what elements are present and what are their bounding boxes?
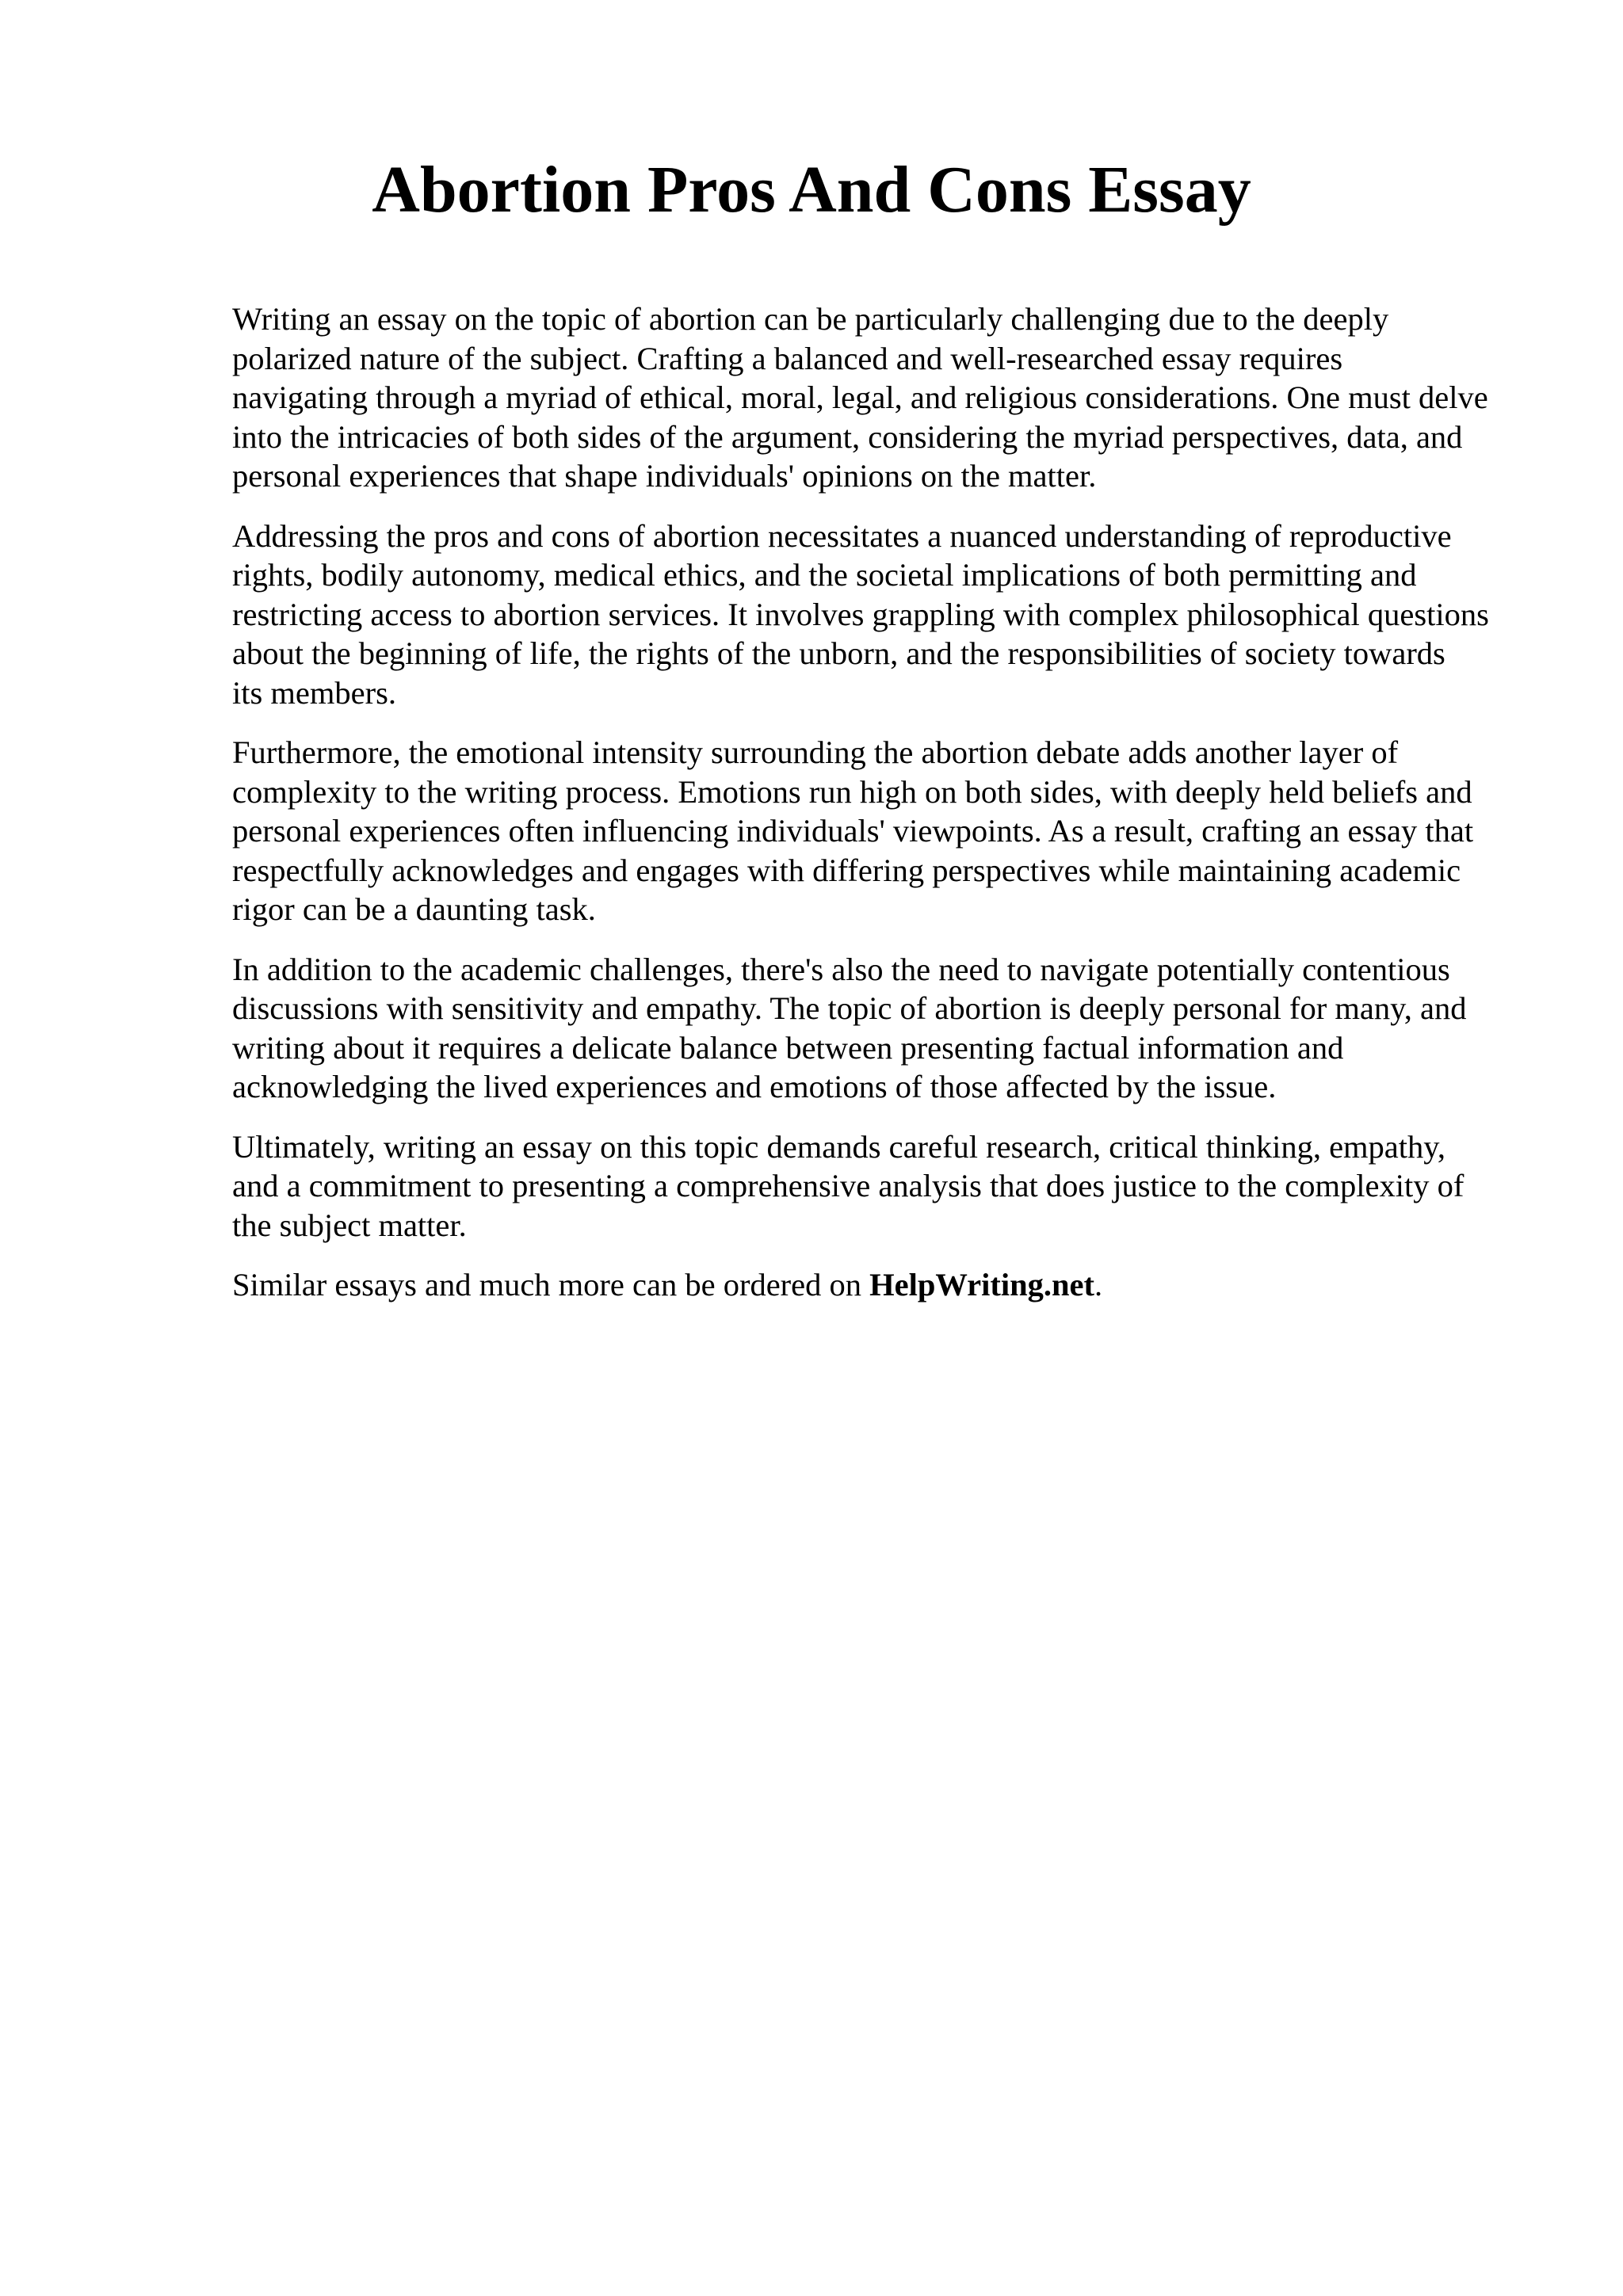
paragraph-1: Writing an essay on the topic of abortion can be particularly challenging due to the deeply polarized nature of the subject. Crafting a balanced and well-researched essay requires navigating through a myriad of ethical, moral, legal, and religious considerations. One must delve into the intricacies of both sides of the argument, considering the myriad perspectives, data, and personal experiences that shape individuals' opinions on the matter. <box>232 301 1488 494</box>
paragraph-2: Addressing the pros and cons of abortion necessitates a nuanced understanding of reproductive rights, bodily autonomy, medical ethics, and the societal implications of both permitting and restricting access to abortion services. It involves grappling with complex philosophical questions about the beginning of life, the rights of the unborn, and the responsibilities of society towards its members. <box>232 517 1489 711</box>
paragraph-4: In addition to the academic challenges, there's also the need to navigate potentially contentious discussions with sensitivity and empathy. The topic of abortion is deeply personal for many, and writing about it requires a delicate balance between presenting factual information and acknowledging the lived experiences and emotions of those affected by the issue. <box>232 951 1467 1104</box>
closing-prefix: Similar essays and much more can be ordered on <box>232 1267 870 1302</box>
essay-body <box>232 299 1532 1325</box>
closing-suffix: . <box>1094 1267 1103 1302</box>
closing-line <box>232 1265 1532 1305</box>
brand-link[interactable]: HelpWriting.net <box>869 1267 1095 1302</box>
paragraph-3: Furthermore, the emotional intensity surrounding the abortion debate adds another layer of complexity to the writing process. Emotions run high on both sides, with deeply held beliefs and personal experiences often influencing individuals' viewpoints. As a result, crafting an essay that respectfully acknowledges and engages with differing perspectives while maintaining academic rigor can be a daunting task. <box>232 734 1474 927</box>
page-title: Abortion Pros And Cons Essay <box>372 153 1251 227</box>
paragraph-5: Ultimately, writing an essay on this topic demands careful research, critical thinking, empathy, and a commitment to presenting a comprehensive analysis that does justice to the complexity of the subject matter. <box>232 1128 1465 1243</box>
